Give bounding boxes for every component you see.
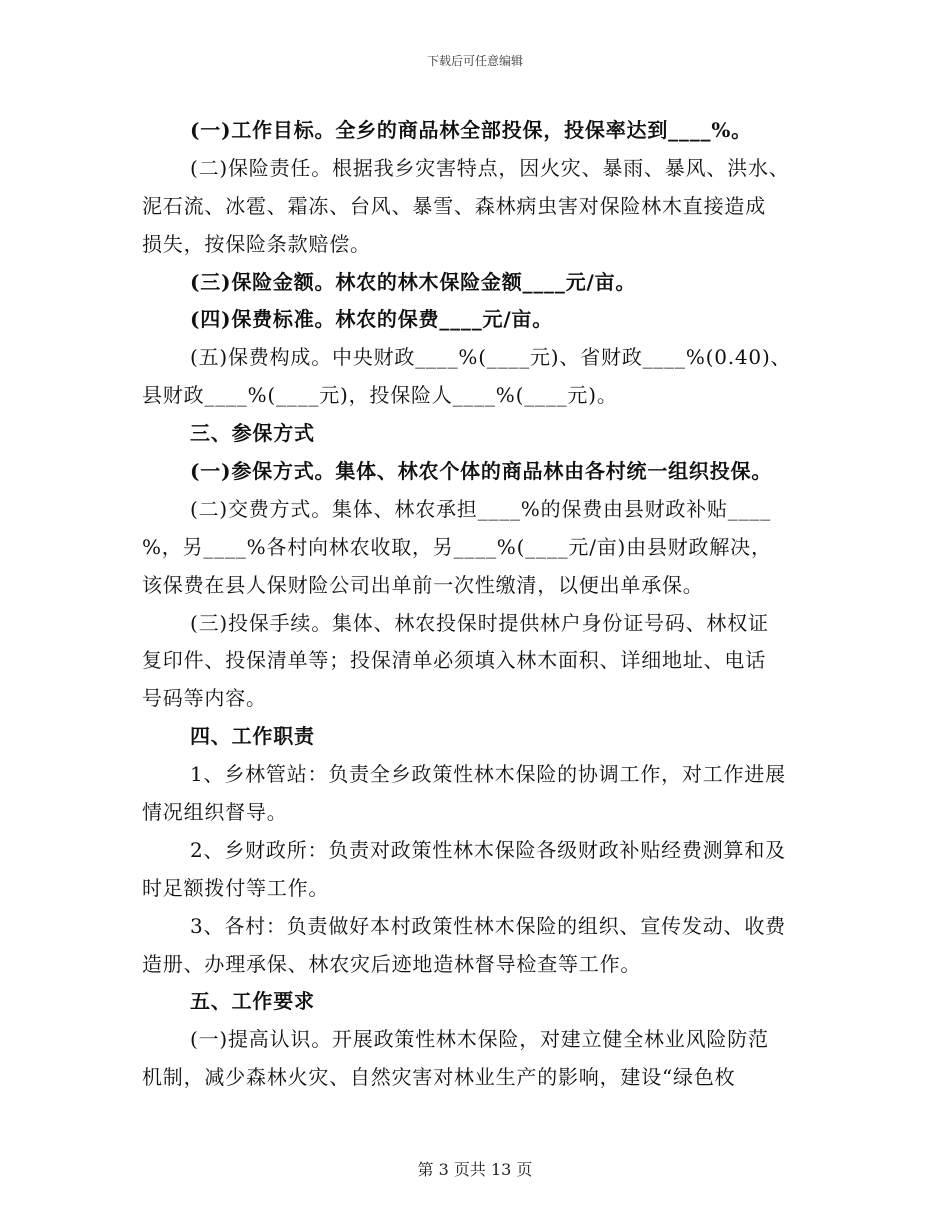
text-line: 县财政____%(____元)，投保险人____%(____元)。 (142, 383, 618, 408)
text-line: 机制，减少森林火灾、自然灾害对林业生产的影响，建设“绿色枚 (142, 1065, 736, 1090)
text-line: %，另____%各村向林农收取，另____%(____元/亩)由县财政解决， (142, 534, 772, 559)
text-line: (一)工作目标。全乡的商品林全部投保，投保率达到____%。 (190, 118, 752, 142)
text-line: 该保费在县人保财险公司出单前一次性缴清，以便出单承保。 (142, 572, 704, 597)
text-line: (四)保费标准。林农的保费____元/亩。 (190, 307, 554, 332)
text-line: (一)提高认识。开展政策性林木保险，对建立健全林业风险防范 (190, 1027, 769, 1052)
document-body (142, 112, 814, 1097)
text-line: (一)参保方式。集体、林农个体的商品林由各村统一组织投保。 (190, 459, 773, 484)
text-line: 损失，按保险条款赔偿。 (142, 231, 371, 256)
text-line: 三、参保方式 (190, 421, 315, 446)
text-line: (三)保险金额。林农的林木保险金额____元/亩。 (190, 269, 637, 294)
text-line: 2、乡财政所：负责对政策性林木保险各级财政补贴经费测算和及 (190, 837, 786, 862)
text-line: 造册、办理承保、林农灾后迹地造林督导检查等工作。 (142, 951, 642, 976)
text-line: 五、工作要求 (190, 989, 315, 1014)
text-line: 复印件、投保清单等；投保清单必须填入林木面积、详细地址、电话 (142, 648, 766, 673)
page-header: 下载后可任意编辑 (426, 54, 523, 68)
text-line: (二)保险责任。根据我乡灾害特点，因火灾、暴雨、暴风、洪水、 (190, 155, 790, 180)
page-footer: 第 3 页共 13 页 (417, 1160, 533, 1179)
text-line: 泥石流、冰雹、霜冻、台风、暴雪、森林病虫害对保险林木直接造成 (142, 193, 766, 218)
text-line: 情况组织督导。 (142, 800, 288, 825)
text-line: 1、乡林管站：负责全乡政策性林木保险的协调工作，对工作进展 (190, 762, 786, 787)
text-line: (五)保费构成。中央财政____%(____元)、省财政____%(0.40)、 (190, 345, 792, 370)
text-line: 四、工作职责 (190, 724, 315, 749)
text-line: 3、各村：负责做好本村政策性林木保险的组织、宣传发动、收费 (190, 913, 786, 938)
text-line: (二)交费方式。集体、林农承担____%的保费由县财政补贴____ (190, 496, 772, 521)
text-line: (三)投保手续。集体、林农投保时提供林户身份证号码、林权证 (190, 610, 769, 635)
text-line: 号码等内容。 (142, 686, 267, 711)
text-line: 时足额拨付等工作。 (142, 875, 330, 900)
